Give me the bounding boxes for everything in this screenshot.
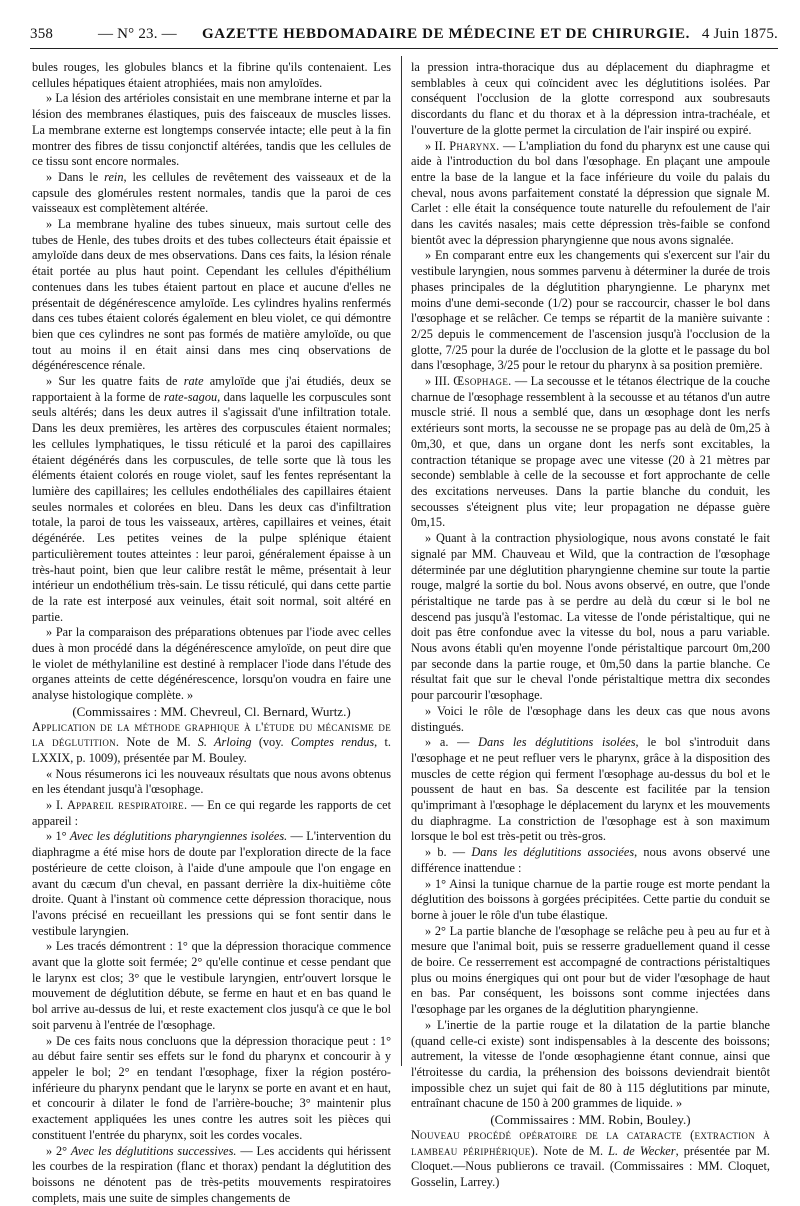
paragraph: » a. — Dans les déglutitions isolées, le bol s'introduit dans l'œsophage et ne peut refluer vers le pharynx, grâce à la disposition des muscles de cette région qui ferment l'œsophage au-dessus du bol et le poussent de haut en bas. Sa descente est facilitée par la tension qu'imprimant à l'œsophage le déplacement du larynx et les mouvements du diaphragme. La constriction de l'œsophage est à son maximum lorsque le bol est très-petit ou très-gros. [411, 735, 771, 844]
paragraph: » Quant à la contraction physiologique, nous avons constaté le fait signalé par MM. Chauveau et Wild, que la contraction de l'œsophage déterminée par une déglutition pharyngienne chemine sur toute la partie rouge, malgré la sortie du bol. Nous avons observé, en outre, que l'onde péristaltique ne tarde pas à se perdre au delà du cœur si le bol ne descend pas jusqu'à l'estomac. La vitesse de l'onde péristaltique, qui ne doit pas être confondue avec la vitesse du bol, nous a paru variable. Nous avons établi qu'en moyenne l'onde péristaltique parcourt 0m,200 par seconde dans la partie rouge, et 0m,50 dans la partie blanche. Ce résultat fait que sur le cheval l'onde péristaltique mettra dix secondes pour parcourir l'œsophage. [411, 531, 770, 703]
commissioners-line: (Commissaires : MM. Robin, Bouley.) [490, 1112, 691, 1128]
journal-title: GAZETTE HEBDOMADAIRE DE MÉDECINE ET DE CHIRURGIE. [202, 26, 690, 42]
paragraph: » 2° La partie blanche de l'œsophage se relâche peu à peu au fur et à mesure que l'animal boit, puis se resserre graduellement quand il cesse de boire. Ce resserrement est accompagné de contractions péristaltiques plus ou moins énergiques qui ont pour but de vider l'œsophage de haut en bas. Par conséquent, les boissons sont comme injectées dans l'œsophage par les organes de la déglutition pharyngienne. [411, 923, 770, 1017]
paragraph: » Par la comparaison des préparations obtenues par l'iode avec celles dues à mon procédé dans la dégénérescence amyloïde, on peut dire que le violet de méthylaniline est destiné à remplacer l'iode dans l'étude des organes atteints de cette dégénérescence, lorsqu'on voudra en faire une analyse histologique complète. » [32, 625, 391, 703]
paragraph: » III. Œsophage. — La secousse et le tétanos électrique de la couche charnue de l'œsophage ressemblent à la secousse et au tétanos d'un autre muscle strié. Il nous a semblé que, dans un œsophage dont les nerfs extérieurs sont morts, la secousse ne se propage pas au delà de 0m,25 à 0m,30, et que, dans un organe dont les nerfs sont excitables, la contraction tétanique se propage avec une vitesse (20 à 21 mètres par seconde) semblable à celle de la secousse et fort approchante de celle des excitations nerveuses. Dans la partie blanche du conduit, les secousses s'éteignent plus vite; leur propagation ne dépasse guère 0m,15. [411, 374, 771, 530]
paragraph: « Nous résumerons ici les nouveaux résultats que nous avons obtenus en les étendant jusqu'à l'œsophage. [32, 766, 391, 797]
paragraph: » II. Pharynx. — L'ampliation du fond du pharynx est une cause qui aide à l'introduction du bol dans l'œsophage. En plaçant une ampoule entre la base de la langue et la face inférieure du voile du palais du cheval, nous avons parfaitement constaté la dépression que signale M. Carlet : elle était la conséquence toute naturelle du refoulement de l'air dans les cavités nasales; mais cette dépression très-faible se confond bientôt avec la dépression pharyngienne que nous avons signalée. [411, 138, 770, 247]
issue-date: 4 Juin 1875. [701, 26, 778, 42]
paragraph: » 1° Avec les déglutitions pharyngiennes isolées. — L'intervention du diaphragme a été mise hors de doute par l'exploration directe de la face postérieure de cette cloison, à l'aide d'une ampoule que l'on engage en avant du cæcum d'un cheval, en passant derrière la dix-huitième côte droite. Quant à l'instant où commence cette dépression thoracique, nous l'avons précisé en recueillant les pressions qui se font sentir dans le vestibule laryngien. [32, 829, 391, 938]
column-divider [401, 56, 402, 1066]
page-number: 358 [30, 26, 54, 42]
issue-number: — N° 23. — [98, 26, 177, 42]
paragraph: » 1° Ainsi la tunique charnue de la partie rouge est morte pendant la déglutition des boissons à gorgées précipitées. Cette partie du conduit se borne à jouer le rôle d'un tube élastique. [411, 876, 770, 922]
paragraph: » L'inertie de la partie rouge et la dilatation de la partie blanche (quand celle-ci existe) sont indispensables à la descente des boissons; autrement, la vitesse de l'onde œsophagienne étant connue, ainsi que l'étroitesse du cardia, la préhension des boissons deviendrait bientôt impossible chez un sujet qui fait de 80 à 115 déglutitions par minute, entraînant chacune de 150 à 200 grammes de liquide. » [411, 1017, 770, 1111]
commissioners-line: (Commissaires : MM. Chevreul, Cl. Bernard, Wurtz.) [72, 703, 351, 719]
section-heading: Application de la méthode graphique à l'étude du mécanisme de la déglutition. Note de M. S. Arloing (voy. Comptes rendus, t. LXXIX, p. 1009), présentée par M. Bouley. [32, 719, 391, 765]
paragraph: » Voici le rôle de l'œsophage dans les deux cas que nous avons distingués. [411, 703, 770, 734]
paragraph: » La membrane hyaline des tubes sinueux, mais surtout celle des tubes de Henle, des tubes droits et des tubes collecteurs était épaissie et amyloïde dans deux de mes observations. Dans ces faits, la lésion rénale était portée au plus haut point. Cependant les cellules d'épithélium contenues dans les tubes étaient partout en place et aucune d'elles ne présentait de dégénérescence amyloïde. Les cylindres hyalins renfermés dans ces tubes étaient colorés également en bleu violet, ce qui démontre bien que ces cylindres ne sont pas formés de matière amyloïde, ou que tout au moins il en était ainsi dans mes cinq observations de dégénérescence rénale. [32, 217, 391, 373]
header-rule [30, 48, 778, 49]
paragraph: » Les tracés démontrent : 1° que la dépression thoracique commence avant que la glotte soit fermée; 2° qu'elle continue et cesse pendant que le larynx est clos; 3° que le vestibule laryngien, entr'ouvert lorsque le mouvement de déglutition débute, se ferme en haut et en bas quand le bol arrive au-dessus de lui, et reste exactement clos jusqu'à ce que le bol soit parvenu à l'entrée de l'œsophage. [32, 939, 391, 1032]
paragraph: » b. — Dans les déglutitions associées, nous avons observé une différence inattendue : [411, 845, 770, 875]
paragraph: » Sur les quatre faits de rate amyloïde que j'ai étudiés, deux se rapportaient à la forme de rate-sagou, dans laquelle les corpuscules sont seuls altérés; dans les deux autres il s'agissait d'une infiltration totale. Dans les deux premières, les artères des corpuscules étaient normales; les cellules lymphatiques, le tissu réticulé et la paroi des capillaires étaient dégénérés dans les corpuscules, de telle sorte que là tous les éléments étaient colorés en rouge violet, sauf les fentes représentant la lumière des capillaires; les cellules endothéliales des capillaires étaient seules normales et colorées en bleu. Dans les deux cas d'infiltration totale, la paroi de tous les vaisseaux, artères, capillaires et veines, était dégénérée. Les petites veines de la pulpe splénique étaient particulièrement toutes atteintes : leur paroi, généralement épaisse à un très-haut point, bien que leur calibre restât le même, présentait à leur intérieur un endothélium très-sain. Le tissu réticulé, qui dans cette partie de la rate est interposé aux veinules, était soit normal, soit altéré en partie. [32, 374, 391, 624]
paragraph: » De ces faits nous concluons que la dépression thoracique peut : 1° au début faire sentir ses effets sur le fond du pharynx et concourir à y appeler le bol; 2° en tendant l'œsophage, fixer la région postéro-inférieure du pharynx pendant que le larynx se porte en avant et en haut, et concourir à dilater le fond de l'arrière-bouche; 3° maintenir plus exactement appliquées les unes contre les autres soit les pièces qui constituent l'entrée du pharynx, soit les cordes vocales. [32, 1033, 391, 1142]
paragraph: » I. Appareil respiratoire. — En ce qui regarde les rapports de cet appareil : [32, 798, 392, 828]
paragraph: » En comparant entre eux les changements qui s'exercent sur l'air du vestibule laryngien, nous sommes parvenu à déterminer la durée de trois phases principales de la déglutition pharyngienne. Le pharynx met moins d'une demi-seconde (1/2) pour se raccourcir, chasser le bol dans l'œsophage et se relâcher. Ce temps se répartit de la manière suivante : 2/25 depuis le commencement de l'ascension jusqu'à l'occlusion de la glotte, 7/25 pour la durée de l'occlusion de la glotte et le passage du bol dans l'œsophage, 3/25 pour le retour du pharynx à sa position première. [411, 248, 770, 373]
section-heading: Nouveau procédé opératoire de la cataracte (extraction à lambeau périphérique). Note de M. L. de Wecker, présentée par M. Cloquet.—Nous publierons ce travail. (Commissaires : MM. Cloquet, Gosselin, Larrey.) [411, 1127, 770, 1189]
right-column [411, 60, 770, 1191]
left-column [32, 60, 391, 1206]
paragraph: » 2° Avec les déglutitions successives. — Les accidents qui hérissent les courbes de la respiration (flanc et thorax) pendant la déglutition des boissons ne dénotent pas de très-petits mouvements respiratoires complets, mais une suite de simples changements de [32, 1143, 391, 1205]
paragraph: » La lésion des artérioles consistait en une membrane interne et par la lésion des membranes élastiques, puis des faisceaux de muscles lisses. La membrane externe est longtemps conservée intacte; elle peut à la fin montrer des fibres de tissu conjonctif altérées, tandis que les cellules de ce tissu sont encore normales. [32, 91, 391, 169]
page-header [30, 26, 778, 48]
paragraph: bules rouges, les globules blancs et la fibrine qu'ils contenaient. Les cellules hépatiques étaient atrophiées, mais non amyloïdes. [32, 60, 391, 90]
paragraph: la pression intra-thoracique dus au déplacement du diaphragme et semblables à ceux qui coïncident avec les déglutitions isolées. Par conséquent l'occlusion de la glotte correspond aux soubresauts discordants du flanc et du thorax et à la dépression intra-trachéale, et l'ouverture de la glotte permet la circulation de l'air inspiré ou expiré. [411, 60, 770, 137]
paragraph: » Dans le rein, les cellules de revêtement des vaisseaux et de la capsule des glomérules restent normales, tandis que la paroi de ces vaisseaux est complètement altérée. [32, 169, 391, 216]
